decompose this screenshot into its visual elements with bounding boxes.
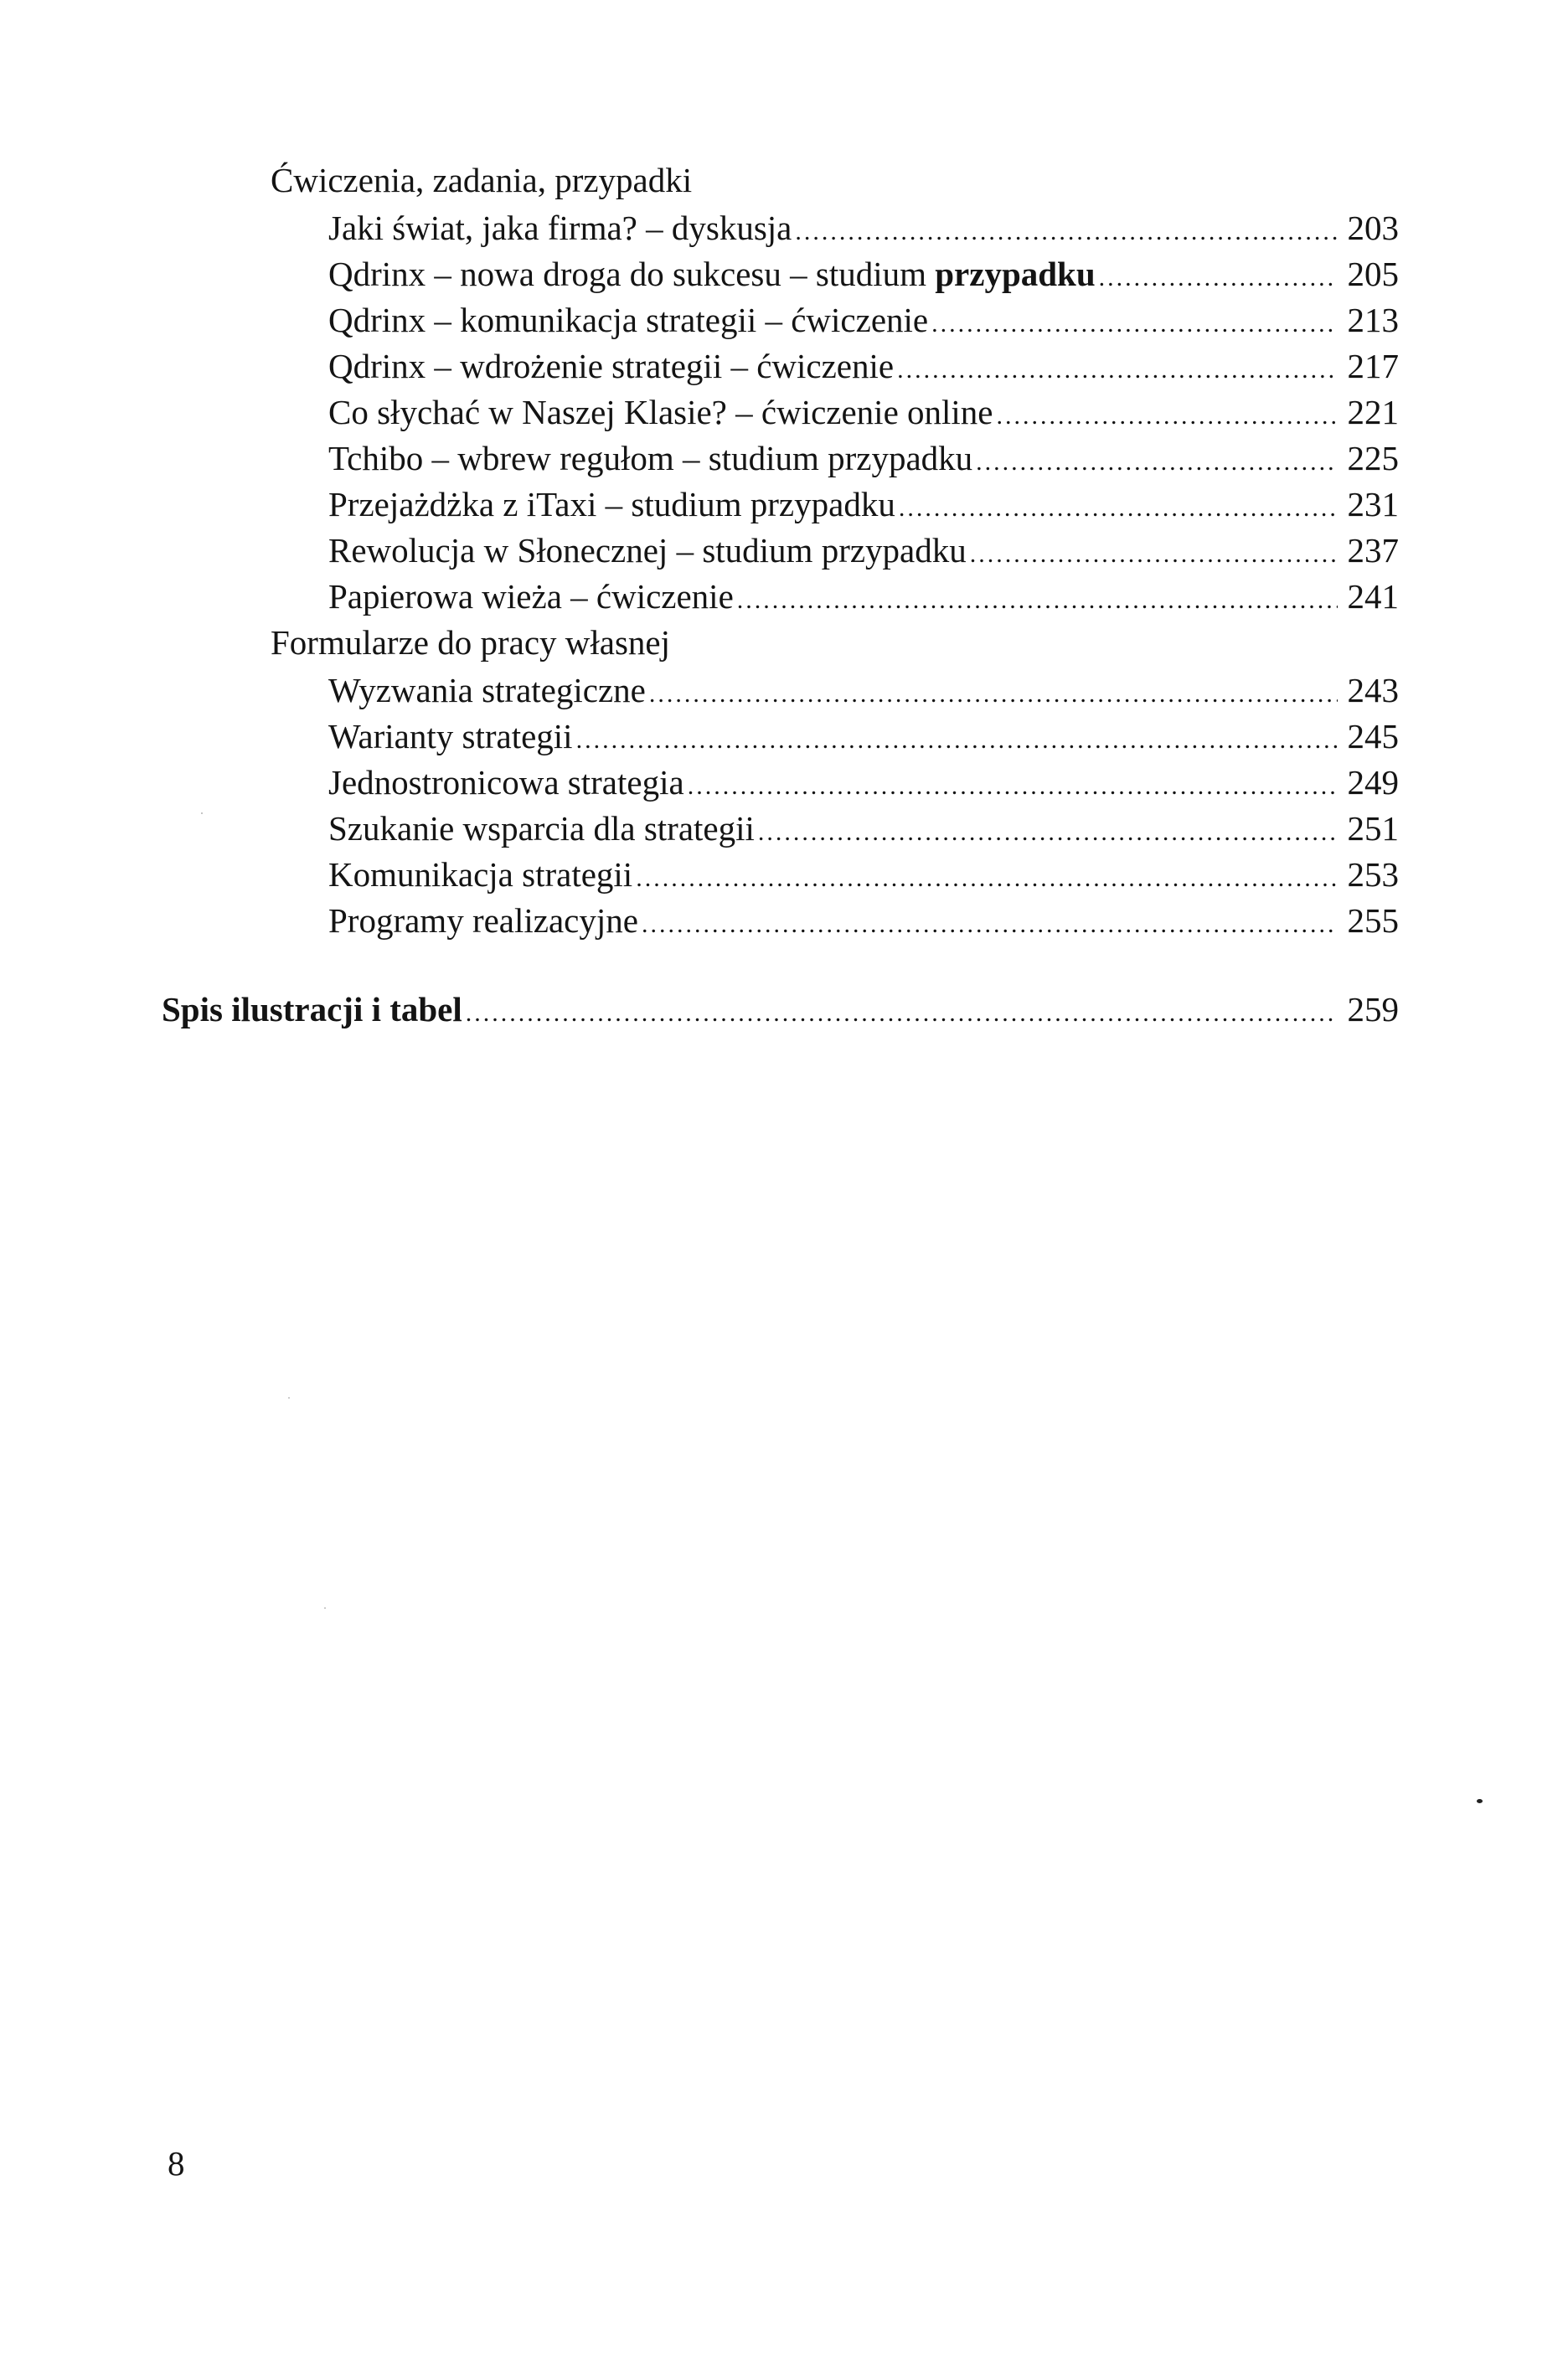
dot-leader bbox=[976, 439, 1337, 485]
toc-entry-page: 251 bbox=[1347, 809, 1399, 848]
toc-entry-page: 237 bbox=[1347, 531, 1399, 570]
dot-leader bbox=[897, 347, 1337, 393]
toc-entry-label: Co słychać w Naszej Klasie? – ćwiczenie online bbox=[328, 393, 993, 431]
toc-entry bbox=[328, 760, 1399, 806]
scan-speck bbox=[1477, 1799, 1483, 1803]
toc-entry bbox=[328, 668, 1399, 714]
dot-leader bbox=[576, 717, 1338, 763]
dot-leader bbox=[642, 901, 1338, 947]
toc-entry-label: Wyzwania strategiczne bbox=[328, 671, 646, 709]
toc-entry-page: 249 bbox=[1347, 763, 1399, 802]
toc-entry-label-bold: przypadku bbox=[935, 255, 1096, 293]
toc-entry-page: 243 bbox=[1347, 671, 1399, 709]
toc-entry bbox=[328, 528, 1399, 574]
toc-list-exercises bbox=[328, 205, 1399, 620]
toc-entry-page: 231 bbox=[1347, 485, 1399, 523]
toc-entry-label: Qdrinx – komunikacja strategii – ćwiczenie bbox=[328, 301, 929, 339]
toc-entry-label: Jednostronicowa strategia bbox=[328, 763, 684, 802]
dot-leader bbox=[899, 485, 1338, 531]
dot-leader bbox=[466, 990, 1338, 1036]
toc-entry-page: 203 bbox=[1347, 209, 1399, 247]
toc-entry-page: 245 bbox=[1347, 717, 1399, 755]
dot-leader bbox=[970, 531, 1338, 577]
toc-main-entry bbox=[162, 987, 1399, 1033]
toc-entry bbox=[328, 343, 1399, 389]
toc-entry-label: Tchibo – wbrew regułom – studium przypadku bbox=[328, 439, 973, 477]
scan-speck bbox=[324, 1607, 326, 1609]
toc-entry-page: 205 bbox=[1347, 255, 1399, 293]
toc-entry bbox=[328, 205, 1399, 251]
section-title-exercises: Ćwiczenia, zadania, przypadki bbox=[271, 161, 693, 199]
dot-leader bbox=[737, 577, 1338, 623]
toc-entry-label: Rewolucja w Słonecznej – studium przypadku bbox=[328, 531, 967, 570]
toc-entry-label: Programy realizacyjne bbox=[328, 901, 638, 940]
toc-entry bbox=[328, 436, 1399, 482]
toc-entry-page: 255 bbox=[1347, 901, 1399, 940]
toc-entry-label: Szukanie wsparcia dla strategii bbox=[328, 809, 755, 848]
toc-entry bbox=[328, 806, 1399, 852]
toc-entry-label: Komunikacja strategii bbox=[328, 855, 633, 894]
toc-entry-page: 217 bbox=[1347, 347, 1399, 385]
toc-entry bbox=[328, 852, 1399, 898]
dot-leader bbox=[997, 393, 1338, 439]
toc-entry-page: 253 bbox=[1347, 855, 1399, 894]
dot-leader bbox=[1099, 255, 1338, 301]
toc-entry-page: 221 bbox=[1347, 393, 1399, 431]
dot-leader bbox=[636, 855, 1337, 901]
toc-list-forms bbox=[328, 668, 1399, 944]
dot-leader bbox=[688, 763, 1338, 809]
toc-entry bbox=[328, 898, 1399, 944]
toc-entry-label: Qdrinx – wdrożenie strategii – ćwiczenie bbox=[328, 347, 895, 385]
page-number: 8 bbox=[168, 2144, 185, 2183]
dot-leader bbox=[649, 671, 1338, 717]
scan-speck bbox=[201, 812, 203, 814]
dot-leader bbox=[795, 209, 1337, 255]
toc-entry-label: Warianty strategii bbox=[328, 717, 573, 755]
toc-entry-page: 241 bbox=[1347, 577, 1399, 616]
toc-entry bbox=[328, 714, 1399, 760]
section-title-forms: Formularze do pracy własnej bbox=[271, 623, 671, 662]
toc-entry bbox=[328, 482, 1399, 528]
toc-main-entry-page: 259 bbox=[1347, 990, 1399, 1028]
toc-entry bbox=[328, 389, 1399, 436]
toc-main-entry-label: Spis ilustracji i tabel bbox=[162, 990, 462, 1028]
toc-entry-label bbox=[328, 251, 1096, 297]
toc-entry bbox=[328, 297, 1399, 343]
toc-entry bbox=[328, 251, 1399, 297]
toc-entry-label-text: Qdrinx – nowa droga do sukcesu – studium bbox=[328, 255, 936, 293]
scan-speck bbox=[288, 1397, 290, 1399]
toc-entry bbox=[328, 574, 1399, 620]
dot-leader bbox=[758, 809, 1338, 855]
toc-entry-label: Jaki świat, jaka firma? – dyskusja bbox=[328, 209, 792, 247]
toc-entry-label: Przejażdżka z iTaxi – studium przypadku bbox=[328, 485, 895, 523]
dot-leader bbox=[931, 301, 1337, 347]
toc-entry-label: Papierowa wieża – ćwiczenie bbox=[328, 577, 734, 616]
toc-entry-page: 225 bbox=[1347, 439, 1399, 477]
toc-entry-page: 213 bbox=[1347, 301, 1399, 339]
